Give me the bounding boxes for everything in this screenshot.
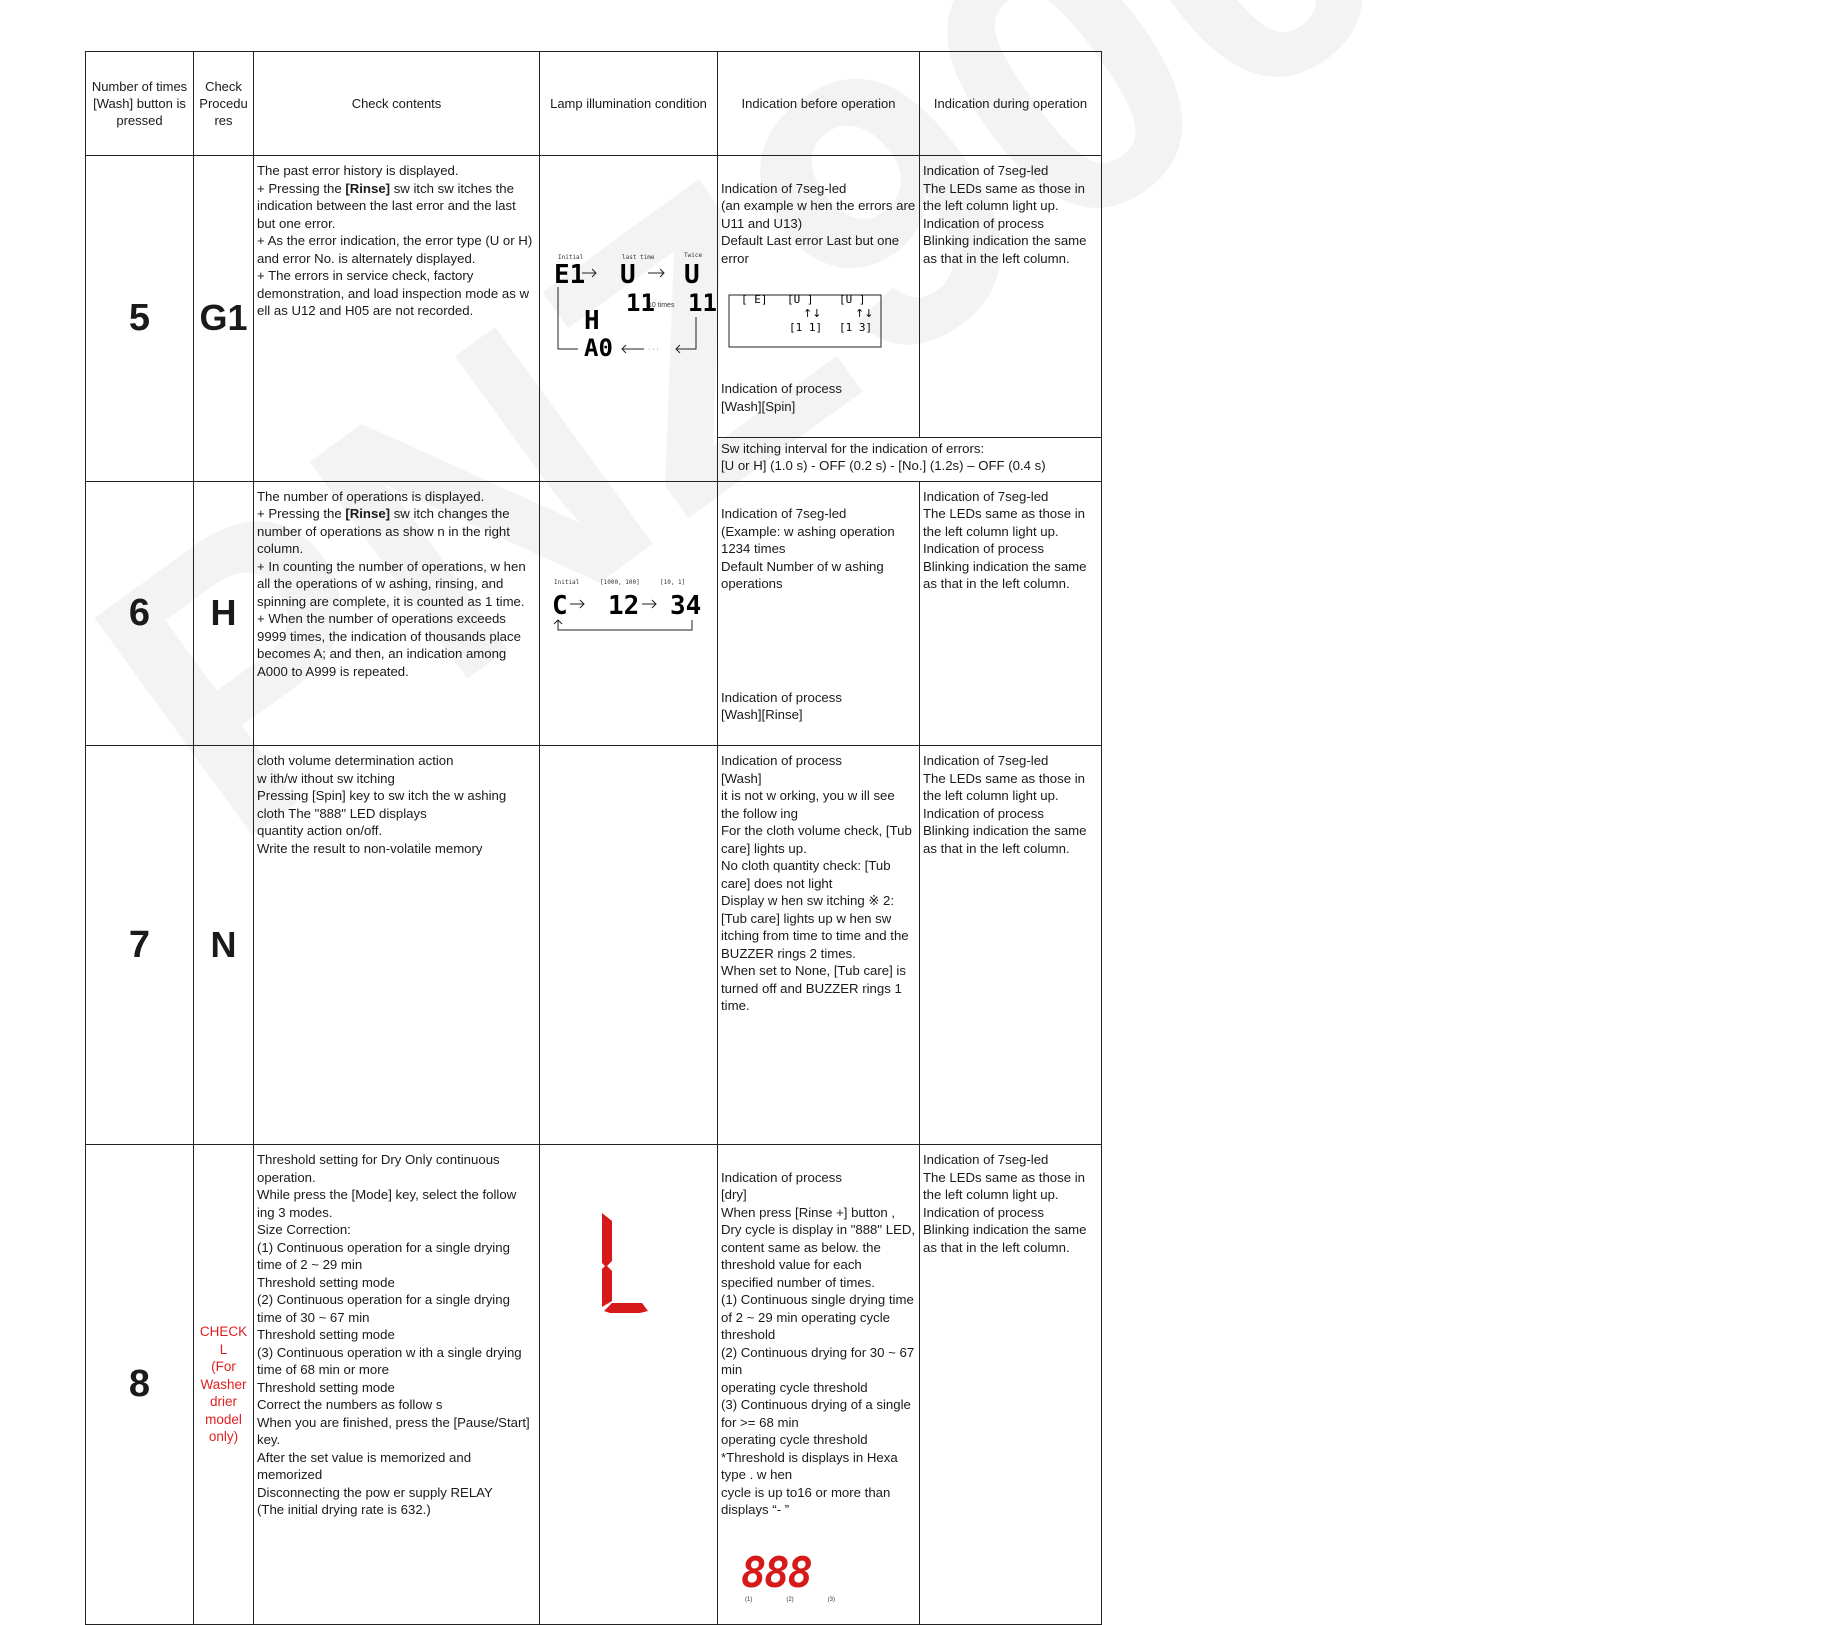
row-procedure: H [194, 481, 254, 746]
seg-11-twice: 11 [687, 288, 717, 317]
label-10-1: [10, 1] [659, 578, 685, 586]
rinse-keyword: [Rinse] [345, 180, 391, 196]
row-during-operation: Indication of 7seg-led The LEDs same as those in the left column light up. Indication of process Blinking indication the same as that in the left column. [920, 1145, 1102, 1625]
service-check-table [85, 51, 1102, 1625]
lamp-diagram-errors [540, 156, 718, 482]
row-check-contents: The number of operations is displayed. + Pressing the [Rinse] sw itch changes the number of operations as show n in the right column. + In counting the number of operations, w hen all the operations of w ashing, rinsing, and spinning are complete, it is counted as 1 time. + When the number of operations exceeds 9999 times, the indication of thousands place becomes A; and then, an indication among A000 to A999 is repeated. [254, 481, 540, 746]
row-procedure: G1 [194, 156, 254, 482]
segment-l-icon [540, 1207, 716, 1327]
row-before-operation: Indication of 7seg-led (an example w hen the errors are U11 and U13) Default Last error Last but one error [ E] [U ] [U ] ↑↓ ↑↓ [1 1] [1 3] Indication of process [Wash][Spin] [718, 156, 920, 438]
seg-label-1: (1) [745, 1597, 753, 1603]
loop-line [558, 287, 578, 349]
arrow-icon [570, 600, 584, 608]
seg-c: C [551, 590, 568, 621]
header-procedure: Check Procedu res [194, 52, 254, 156]
seg-11-last: 11 [625, 288, 655, 317]
seg-888-display: 888 (1) (2) (3) [741, 1546, 861, 1602]
seg-label-3: (3) [827, 1597, 835, 1603]
label-twice: Twice [683, 251, 702, 259]
row-before-operation: Indication of 7seg-led (Example: w ashing operation 1234 times Default Number of w ashing operations Indication of process [Wash][Rinse] [718, 481, 920, 746]
table-row [86, 1145, 1102, 1625]
dots: · · · [647, 345, 659, 353]
row-during-operation: Indication of 7seg-led The LEDs same as those in the left column light up. Indication of process Blinking indication the same as that in the left column. [920, 746, 1102, 1145]
row-procedure-check-l: CHECK L (For Washer drier model only) [194, 1145, 254, 1625]
lamp-l-segment [540, 1145, 718, 1625]
error-switch-diagram [727, 289, 897, 355]
row-procedure: N [194, 746, 254, 1145]
arrow-icon [642, 600, 656, 608]
seg-a0: A0 [583, 333, 613, 362]
row-check-contents: Threshold setting for Dry Only continuous operation. While press the [Mode] key, select the follow ing 3 modes. Size Correction: (1) Continuous operation for a single drying time of 2 ~ 29 min Threshold setting mode (2) Continuous operation for a single drying time of 30 ~ 67 min Threshold setting mode (3) Continuous operation w ith a single drying time of 68 min or more Threshold setting mode Correct the numbers as follow s When you are finished, press the [Pause/Start] key. After the set value is memorized and memorized Disconnecting the pow er supply RELAY (The initial drying rate is 632.) [254, 1145, 540, 1625]
header-before: Indication before operation [718, 52, 920, 156]
row-during-operation: Indication of 7seg-led The LEDs same as those in the left column light up. Indication of process Blinking indication the same as that in the left column. [920, 481, 1102, 746]
label-last-time: last time [621, 253, 655, 261]
return-arrow [554, 620, 692, 630]
header-wash-count: Number of times [Wash] button is pressed [86, 52, 194, 156]
arrows-1: ↑↓ [803, 306, 822, 320]
header-check-contents: Check contents [254, 52, 540, 156]
lamp-diagram-count [540, 481, 718, 746]
table-row [86, 156, 1102, 438]
seg-label-2: (2) [786, 1597, 794, 1603]
lamp-empty [540, 746, 718, 1145]
seg-34: 34 [669, 590, 701, 621]
return-arrow [676, 317, 696, 353]
table-row [86, 746, 1102, 1145]
header-lamp: Lamp illumination condition [540, 52, 718, 156]
arrows-2: ↑↓ [855, 306, 874, 320]
label-initial: Initial [557, 253, 583, 261]
arrow-icon [622, 345, 644, 353]
row-check-contents: cloth volume determination action w ith/w ithout sw itching Pressing [Spin] key to sw itch the w ashing cloth The "888" LED displays quantity action on/off. Write the result to non-volatile memory [254, 746, 540, 1145]
seg-11-box: [1 1] [789, 320, 823, 334]
row-before-operation: Indication of process [dry] When press [Rinse +] button , Dry cycle is display in "888" LED, content same as below. the threshold value for each specified number of times. (1) Continuous single drying time of 2 ~ 29 min operating cycle threshold (2) Continuous drying for 30 ~ 67 min operating cycle threshold (3) Continuous drying of a single for >= 68 min operating cycle threshold *Threshold is displays in Hexa type . w hen cycle is up to16 or more than displays “- ” 888 (1) (2) (3) [718, 1145, 920, 1625]
seg-13-box: [1 3] [839, 320, 873, 334]
seg-e1: E1 [553, 259, 585, 290]
seg-12: 12 [607, 590, 639, 621]
header-row [86, 52, 1102, 156]
seg-u-last: U [619, 259, 636, 290]
table-row [86, 481, 1102, 746]
row-during-operation: Indication of 7seg-led The LEDs same as those in the left column light up. Indication of process Blinking indication the same as that in the left column. [920, 156, 1102, 438]
label-initial: Initial [553, 578, 579, 586]
label-10-times: 10 times [647, 301, 674, 309]
switching-interval: Sw itching interval for the indication of errors: [U or H] (1.0 s) - OFF (0.2 s) - [No.] (1.2s) – OFF (0.4 s) [718, 437, 1102, 481]
row-number: 7 [86, 746, 194, 1145]
error-sequence-diagram [544, 251, 717, 381]
arrow-icon [648, 269, 664, 277]
seg-h: H [583, 305, 600, 336]
label-1000-100: [1000, 100] [599, 578, 640, 586]
seg-u-twice: U [683, 259, 700, 290]
rinse-keyword: [Rinse] [345, 506, 391, 521]
row-check-contents: The past error history is displayed. + Pressing the [Rinse] sw itch sw itches the indication between the last error and the last but one error. + As the error indication, the error type (U or H) and error No. is alternately displayed. + The errors in service check, factory demonstration, and load inspection mode as w ell as U12 and H05 are not recorded. [254, 156, 540, 482]
seg-u-box-2: [U ] [839, 292, 866, 306]
row-number: 6 [86, 481, 194, 746]
row-before-operation: Indication of process [Wash] it is not w orking, you w ill see the follow ing For the cloth volume check, [Tub care] lights up. No cloth quantity check: [Tub care] does not light Display w hen sw itching ※ 2: [Tub care] lights up w hen sw itching from time to time and the BUZZER rings 2 times. When set to None, [Tub care] is turned off and BUZZER rings 1 time. [718, 746, 920, 1145]
row-number: 5 [86, 156, 194, 482]
row-number: 8 [86, 1145, 194, 1625]
header-during: Indication during operation [920, 52, 1102, 156]
seg-u-box-1: [U ] [787, 292, 814, 306]
count-sequence-diagram [544, 576, 714, 646]
seg-e-box: [ E] [741, 292, 768, 306]
